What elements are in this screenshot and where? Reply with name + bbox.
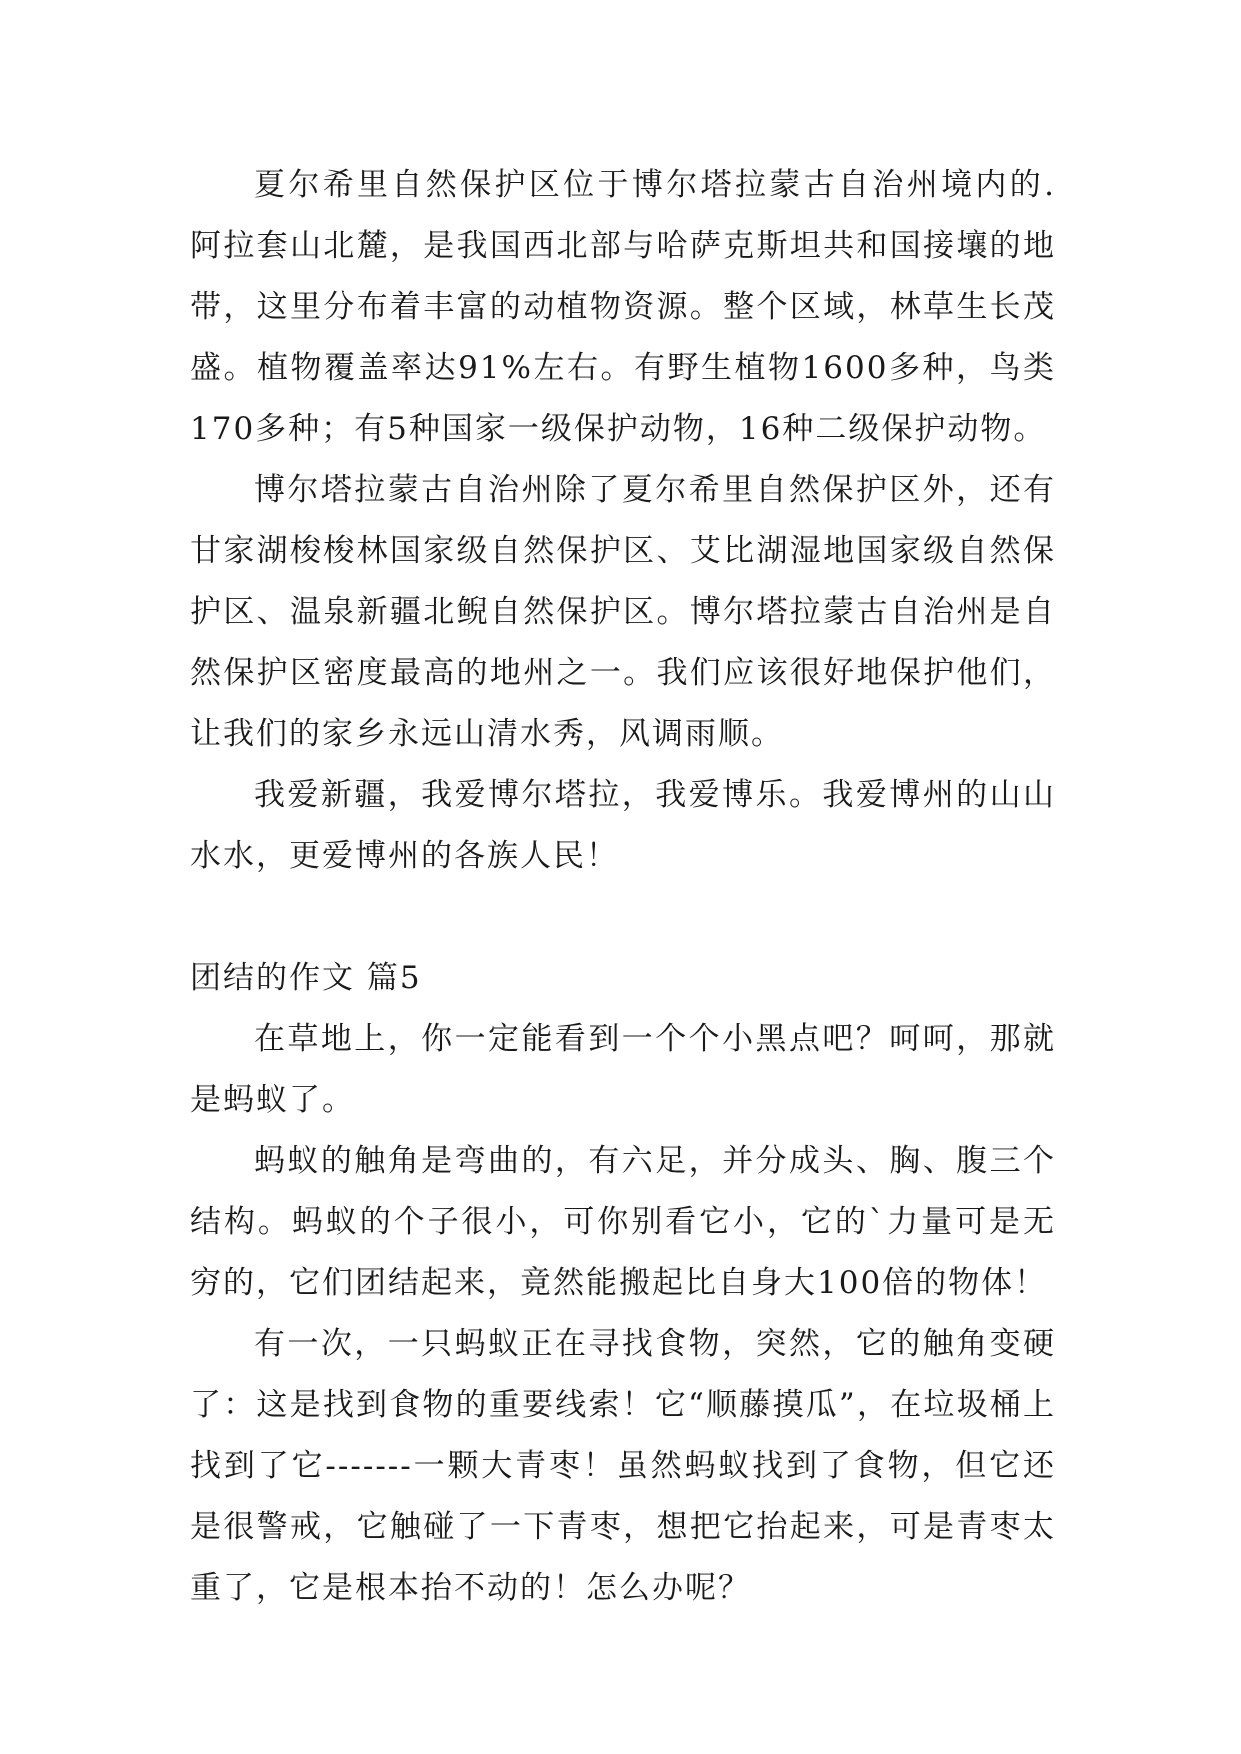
paragraph-love-xinjiang: 我爱新疆，我爱博尔塔拉，我爱博乐。我爱博州的山山水水，更爱博州的各族人民！ [190, 777, 1056, 874]
paragraph-other-reserves: 博尔塔拉蒙古自治州除了夏尔希里自然保护区外，还有甘家湖梭梭林国家级自然保护区、艾比湖湿地国家级自然保护区、温泉新疆北鲵自然保护区。博尔塔拉蒙古自治州是自然保护区密度最高的地州之一。我们应该很好地保护他们，让我们的家乡永远山清水秀，风调雨顺。 [190, 472, 1056, 752]
paragraph-ants-story: 有一次，一只蚂蚁正在寻找食物，突然，它的触角变硬了：这是找到食物的重要线索！它“顺藤摸瓜”，在垃圾桶上找到了它-------一颗大青枣！虽然蚂蚁找到了食物，但它还是很警戒，它触碰了一下青枣，想把它抬起来，可是青枣太重了，它是根本抬不动的！怎么办呢？ [190, 1326, 1056, 1606]
document-body [190, 155, 1056, 1619]
essay-heading: 团结的作文 篇5 [190, 960, 422, 996]
paragraph-ants-intro: 在草地上，你一定能看到一个个小黑点吧？呵呵，那就是蚂蚁了。 [190, 1021, 1056, 1118]
paragraph-ants-anatomy: 蚂蚁的触角是弯曲的，有六足，并分成头、胸、腹三个结构。蚂蚁的个子很小，可你别看它小，它的`力量可是无穷的，它们团结起来，竟然能搬起比自身大100倍的物体！ [190, 1143, 1056, 1301]
paragraph-nature-reserve: 夏尔希里自然保护区位于博尔塔拉蒙古自治州境内的.阿拉套山北麓，是我国西北部与哈萨克斯坦共和国接壤的地带，这里分布着丰富的动植物资源。整个区域，林草生长茂盛。植物覆盖率达91%左右。有野生植物1600多种，鸟类170多种；有5种国家一级保护动物，16种二级保护动物。 [190, 167, 1056, 447]
